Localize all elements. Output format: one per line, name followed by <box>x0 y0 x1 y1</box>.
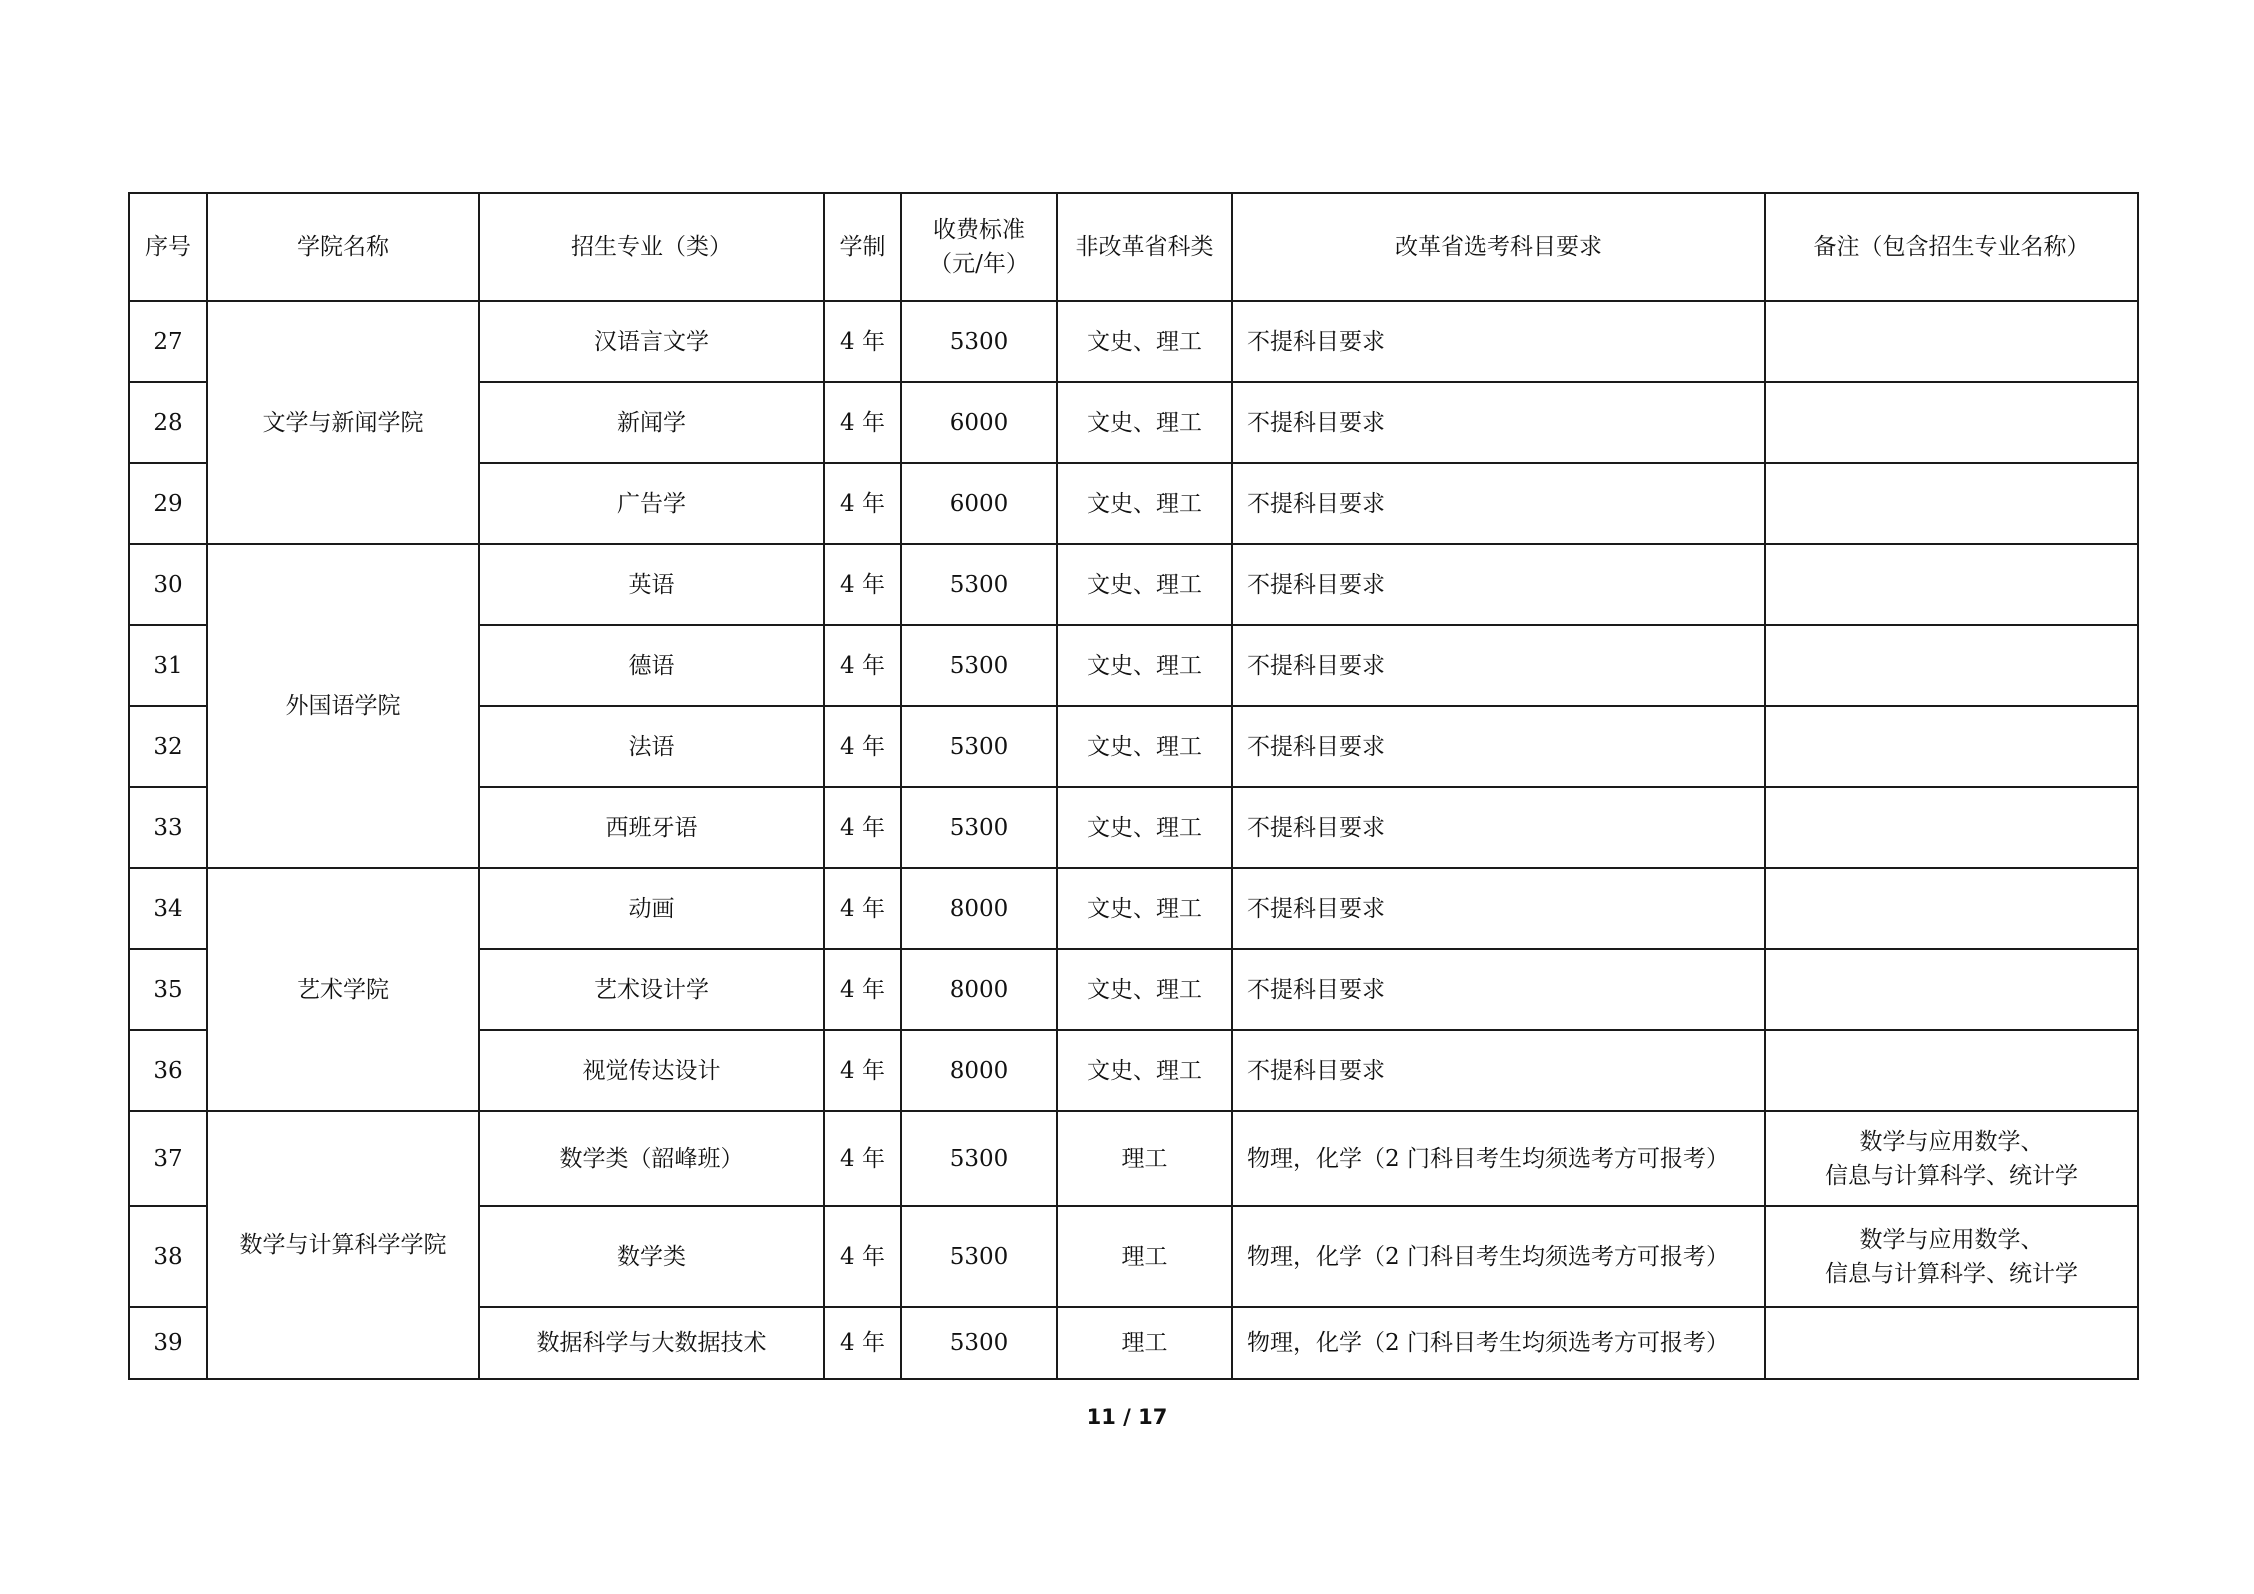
cell-duration: 4 年 <box>824 868 901 949</box>
cell-subject-requirement: 物理，化学（2 门科目考生均须选考方可报考） <box>1232 1206 1765 1307</box>
table-row <box>129 868 2138 949</box>
cell-index: 33 <box>129 787 207 868</box>
cell-note <box>1765 706 2138 787</box>
cell-subject-requirement: 不提科目要求 <box>1232 301 1765 382</box>
cell-subject-requirement: 不提科目要求 <box>1232 625 1765 706</box>
admissions-majors-table <box>128 192 2139 1380</box>
page-number: 11 / 17 <box>1086 1405 1168 1429</box>
table-row <box>129 1111 2138 1206</box>
cell-category: 文史、理工 <box>1057 301 1232 382</box>
cell-duration: 4 年 <box>824 301 901 382</box>
cell-duration: 4 年 <box>824 1206 901 1307</box>
cell-fee: 8000 <box>901 949 1057 1030</box>
cell-note <box>1765 463 2138 544</box>
cell-major: 数学类（韶峰班） <box>479 1111 824 1206</box>
cell-index: 35 <box>129 949 207 1030</box>
cell-index: 31 <box>129 625 207 706</box>
cell-major: 数据科学与大数据技术 <box>479 1307 824 1379</box>
cell-category: 文史、理工 <box>1057 706 1232 787</box>
cell-subject-requirement: 不提科目要求 <box>1232 787 1765 868</box>
cell-major: 西班牙语 <box>479 787 824 868</box>
cell-index: 32 <box>129 706 207 787</box>
cell-note <box>1765 301 2138 382</box>
cell-major: 英语 <box>479 544 824 625</box>
cell-fee: 5300 <box>901 1111 1057 1206</box>
cell-subject-requirement: 不提科目要求 <box>1232 868 1765 949</box>
cell-index: 30 <box>129 544 207 625</box>
cell-college: 外国语学院 <box>207 544 479 868</box>
cell-fee: 6000 <box>901 382 1057 463</box>
cell-major: 广告学 <box>479 463 824 544</box>
cell-major: 德语 <box>479 625 824 706</box>
cell-fee: 5300 <box>901 1307 1057 1379</box>
cell-duration: 4 年 <box>824 787 901 868</box>
cell-duration: 4 年 <box>824 463 901 544</box>
cell-index: 29 <box>129 463 207 544</box>
cell-index: 36 <box>129 1030 207 1111</box>
cell-duration: 4 年 <box>824 1030 901 1111</box>
cell-duration: 4 年 <box>824 382 901 463</box>
cell-index: 37 <box>129 1111 207 1206</box>
cell-fee: 6000 <box>901 463 1057 544</box>
cell-major: 动画 <box>479 868 824 949</box>
cell-duration: 4 年 <box>824 949 901 1030</box>
cell-major: 汉语言文学 <box>479 301 824 382</box>
cell-fee: 5300 <box>901 301 1057 382</box>
cell-category: 文史、理工 <box>1057 544 1232 625</box>
cell-index: 34 <box>129 868 207 949</box>
cell-duration: 4 年 <box>824 1111 901 1206</box>
cell-note <box>1765 787 2138 868</box>
cell-note <box>1765 1111 2138 1206</box>
cell-subject-requirement: 不提科目要求 <box>1232 1030 1765 1111</box>
header-major: 招生专业（类） <box>479 193 824 301</box>
cell-note <box>1765 868 2138 949</box>
cell-college: 文学与新闻学院 <box>207 301 479 544</box>
cell-category: 文史、理工 <box>1057 463 1232 544</box>
cell-subject-requirement: 不提科目要求 <box>1232 544 1765 625</box>
cell-subject-requirement: 物理，化学（2 门科目考生均须选考方可报考） <box>1232 1307 1765 1379</box>
header-fee-line1: 收费标准 <box>933 217 1025 243</box>
note-line: 数学与应用数学、 <box>1859 1128 2044 1155</box>
cell-category: 文史、理工 <box>1057 949 1232 1030</box>
table-row <box>129 544 2138 625</box>
cell-category: 文史、理工 <box>1057 625 1232 706</box>
cell-subject-requirement: 不提科目要求 <box>1232 949 1765 1030</box>
cell-major: 艺术设计学 <box>479 949 824 1030</box>
header-subject-requirement: 改革省选考科目要求 <box>1232 193 1765 301</box>
cell-index: 27 <box>129 301 207 382</box>
cell-category: 理工 <box>1057 1307 1232 1379</box>
cell-subject-requirement: 不提科目要求 <box>1232 706 1765 787</box>
cell-duration: 4 年 <box>824 625 901 706</box>
cell-college: 数学与计算科学学院 <box>207 1111 479 1379</box>
cell-duration: 4 年 <box>824 544 901 625</box>
note-line: 数学与应用数学、 <box>1859 1226 2044 1253</box>
cell-note <box>1765 1307 2138 1379</box>
cell-category: 文史、理工 <box>1057 787 1232 868</box>
cell-note <box>1765 1206 2138 1307</box>
cell-note <box>1765 625 2138 706</box>
header-college: 学院名称 <box>207 193 479 301</box>
note-line: 信息与计算科学、统计学 <box>1825 1260 2078 1287</box>
table-row <box>129 301 2138 382</box>
cell-category: 文史、理工 <box>1057 1030 1232 1111</box>
cell-note <box>1765 949 2138 1030</box>
cell-note <box>1765 544 2138 625</box>
cell-major: 视觉传达设计 <box>479 1030 824 1111</box>
cell-fee: 5300 <box>901 787 1057 868</box>
cell-fee: 5300 <box>901 1206 1057 1307</box>
cell-major: 数学类 <box>479 1206 824 1307</box>
header-duration: 学制 <box>824 193 901 301</box>
cell-fee: 5300 <box>901 544 1057 625</box>
cell-duration: 4 年 <box>824 706 901 787</box>
cell-subject-requirement: 不提科目要求 <box>1232 382 1765 463</box>
header-fee <box>901 193 1057 301</box>
cell-index: 39 <box>129 1307 207 1379</box>
cell-fee: 5300 <box>901 706 1057 787</box>
cell-fee: 5300 <box>901 625 1057 706</box>
cell-note <box>1765 382 2138 463</box>
header-note: 备注（包含招生专业名称） <box>1765 193 2138 301</box>
header-fee-line2: （元/年） <box>929 251 1029 277</box>
cell-duration: 4 年 <box>824 1307 901 1379</box>
cell-index: 28 <box>129 382 207 463</box>
cell-category: 文史、理工 <box>1057 382 1232 463</box>
cell-note <box>1765 1030 2138 1111</box>
cell-subject-requirement: 物理，化学（2 门科目考生均须选考方可报考） <box>1232 1111 1765 1206</box>
cell-category: 理工 <box>1057 1111 1232 1206</box>
cell-major: 法语 <box>479 706 824 787</box>
cell-index: 38 <box>129 1206 207 1307</box>
note-line: 信息与计算科学、统计学 <box>1825 1162 2078 1189</box>
cell-fee: 8000 <box>901 1030 1057 1111</box>
cell-fee: 8000 <box>901 868 1057 949</box>
header-category: 非改革省科类 <box>1057 193 1232 301</box>
cell-category: 文史、理工 <box>1057 868 1232 949</box>
table-header-row <box>129 193 2138 301</box>
header-index: 序号 <box>129 193 207 301</box>
cell-major: 新闻学 <box>479 382 824 463</box>
cell-college: 艺术学院 <box>207 868 479 1111</box>
cell-subject-requirement: 不提科目要求 <box>1232 463 1765 544</box>
cell-category: 理工 <box>1057 1206 1232 1307</box>
